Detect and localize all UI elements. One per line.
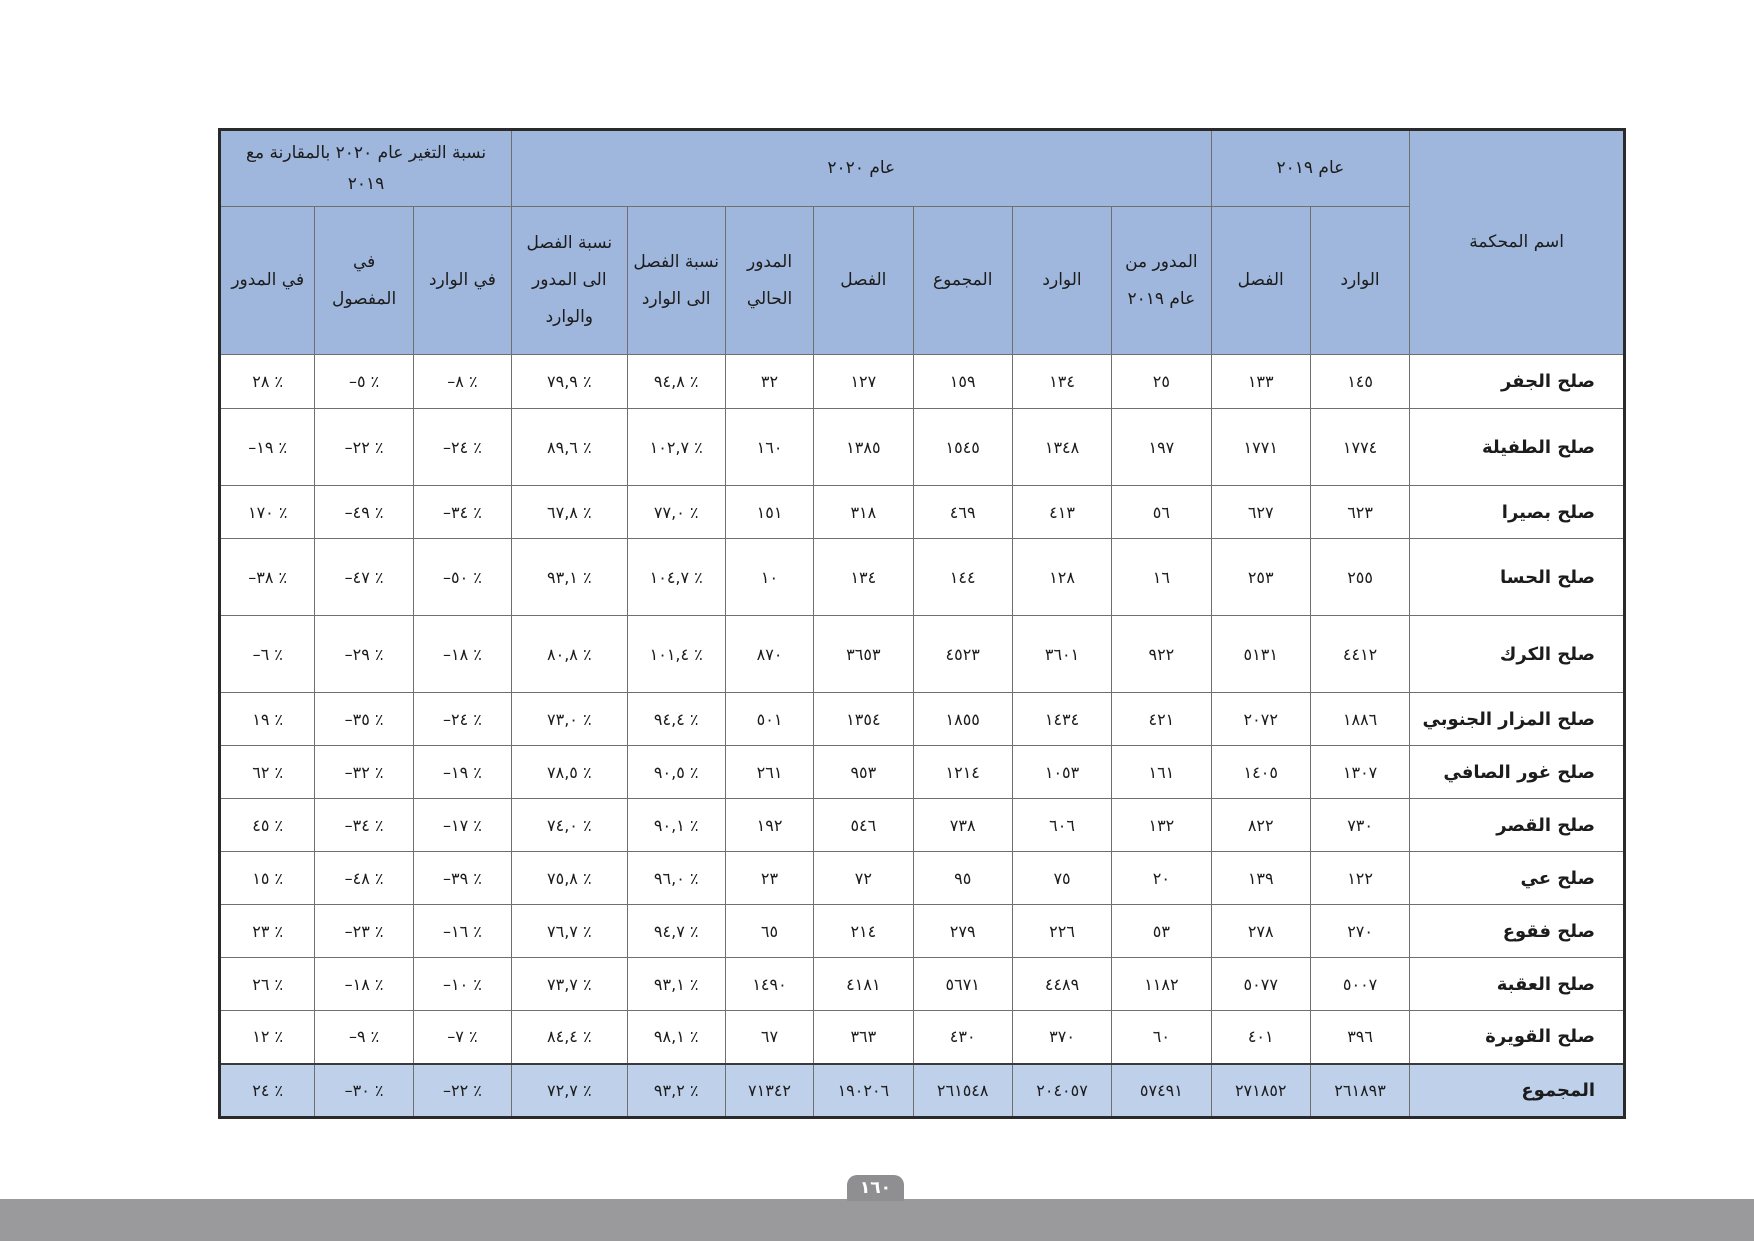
received-2020-cell: ١٢٨ (1012, 539, 1111, 616)
change-resolved-cell: ٪ ٢٩– (315, 616, 413, 693)
pending-prev-cell: ١١٨٢ (1112, 958, 1211, 1011)
change-resolved-cell: ٪ ٢٣– (315, 905, 413, 958)
ratio-total-cell: ٪ ٧٩,٩ (512, 355, 627, 409)
court-name-cell: صلح بصيرا (1410, 486, 1625, 539)
pending-current-cell: ١٦٠ (725, 409, 813, 486)
resolved-2019-cell: ٥٠٧٧ (1211, 958, 1310, 1011)
change-pending-cell: ٪ ٢٨ (220, 355, 315, 409)
pending-prev-cell: ٢٥ (1112, 355, 1211, 409)
change-pending-cell: ٪ ٢٣ (220, 905, 315, 958)
table-row (220, 409, 1625, 486)
resolved-2020-cell: ١٣٥٤ (814, 693, 913, 746)
received-2019-cell: ١٢٢ (1310, 852, 1409, 905)
change-pending-cell: ٪ ١٩– (220, 409, 315, 486)
change-received-cell: ٪ ١٩– (413, 746, 511, 799)
pending-current-cell: ٦٥ (725, 905, 813, 958)
col-ratio-received-header: نسبة الفصل الى الوارد (627, 207, 725, 355)
col-2020-pending-current-header: المدور الحالي (725, 207, 813, 355)
change-resolved-cell: ٪ ٣٥– (315, 693, 413, 746)
change-received-cell: ٪ ١٦– (413, 905, 511, 958)
ratio-received-cell: ٪ ٩٨,١ (627, 1011, 725, 1064)
ratio-total-cell: ٪ ٨٤,٤ (512, 1011, 627, 1064)
court-statistics-table (218, 128, 1626, 1119)
change-received-cell: ٪ ٢٤– (413, 693, 511, 746)
pending-current-cell: ١٩٢ (725, 799, 813, 852)
ratio-received-cell: ٪ ٩٠,٥ (627, 746, 725, 799)
ratio-received-cell: ٪ ٩٠,١ (627, 799, 725, 852)
ratio-received-cell: ٪ ٩٣,١ (627, 958, 725, 1011)
resolved-2020-cell: ١٣٤ (814, 539, 913, 616)
total-2020-cell: ٤٣٠ (913, 1011, 1012, 1064)
ratio-total-cell: ٪ ٧٣,٠ (512, 693, 627, 746)
pending-prev-cell: ١٩٧ (1112, 409, 1211, 486)
table-row (220, 905, 1625, 958)
change-resolved-cell: ٪ ٣٢– (315, 746, 413, 799)
col-ratio-total-header: نسبة الفصل الى المدور والوارد (512, 207, 627, 355)
received-2019-cell: ١٣٠٧ (1310, 746, 1409, 799)
ratio-received-cell: ٪ ٩٤,٧ (627, 905, 725, 958)
page-number: ١٦٠ (847, 1175, 904, 1201)
ratio-total-cell: ٪ ٧٦,٧ (512, 905, 627, 958)
pending-prev-cell: ١٦ (1112, 539, 1211, 616)
received-2020-cell: ٧٥ (1012, 852, 1111, 905)
total-2020-cell: ٧٣٨ (913, 799, 1012, 852)
ratio-received-cell: ٪ ٩٤,٨ (627, 355, 725, 409)
total-2020-cell: ١٤٤ (913, 539, 1012, 616)
pending-prev-cell: ٥٦ (1112, 486, 1211, 539)
col-2019-resolved-header: الفصل (1211, 207, 1310, 355)
court-name-header: اسم المحكمة (1410, 130, 1625, 355)
total-label-cell: المجموع (1410, 1064, 1625, 1118)
court-name-cell: صلح غور الصافي (1410, 746, 1625, 799)
ratio-total-cell: ٪ ٧٨,٥ (512, 746, 627, 799)
total-2020-cell: ١٢١٤ (913, 746, 1012, 799)
ratio-received-cell: ٪ ٩٦,٠ (627, 852, 725, 905)
court-name-cell: صلح القصر (1410, 799, 1625, 852)
pending-prev-cell: ٩٢٢ (1112, 616, 1211, 693)
change-resolved-cell: ٪ ٥– (315, 355, 413, 409)
total-2020-cell: ٥٦٧١ (913, 958, 1012, 1011)
change-resolved-cell: ٪ ٤٩– (315, 486, 413, 539)
court-name-cell: صلح المزار الجنوبي (1410, 693, 1625, 746)
received-2020-cell: ١٣٤ (1012, 355, 1111, 409)
table-body (220, 355, 1625, 1064)
ratio-total-cell: ٪ ٧٥,٨ (512, 852, 627, 905)
resolved-2020-cell: ٥٤٦ (814, 799, 913, 852)
received-2020-cell: ١٤٣٤ (1012, 693, 1111, 746)
court-name-cell: صلح الحسا (1410, 539, 1625, 616)
footer-bar (0, 1199, 1754, 1241)
resolved-2019-cell: ١٣٩ (1211, 852, 1310, 905)
total-pending-prev-cell: ٥٧٤٩١ (1112, 1064, 1211, 1118)
total-2020-cell: ١٨٥٥ (913, 693, 1012, 746)
year-2020-group-header: عام ٢٠٢٠ (512, 130, 1211, 207)
total-resolved-2020-cell: ١٩٠٢٠٦ (814, 1064, 913, 1118)
total-ratio-total-cell: ٪ ٧٢,٧ (512, 1064, 627, 1118)
pending-current-cell: ١٤٩٠ (725, 958, 813, 1011)
resolved-2020-cell: ١٢٧ (814, 355, 913, 409)
total-2020-cell: ٤٦٩ (913, 486, 1012, 539)
pending-prev-cell: ٤٢١ (1112, 693, 1211, 746)
table-row (220, 852, 1625, 905)
resolved-2020-cell: ٧٢ (814, 852, 913, 905)
change-pending-cell: ٪ ١٥ (220, 852, 315, 905)
change-received-cell: ٪ ٨– (413, 355, 511, 409)
received-2019-cell: ٣٩٦ (1310, 1011, 1409, 1064)
ratio-received-cell: ٪ ١٠٢,٧ (627, 409, 725, 486)
col-2019-received-header: الوارد (1310, 207, 1409, 355)
change-pending-cell: ٪ ٤٥ (220, 799, 315, 852)
received-2020-cell: ١٣٤٨ (1012, 409, 1111, 486)
change-received-cell: ٪ ١٧– (413, 799, 511, 852)
court-name-cell: صلح الكرك (1410, 616, 1625, 693)
change-received-cell: ٪ ٣٤– (413, 486, 511, 539)
received-2020-cell: ١٠٥٣ (1012, 746, 1111, 799)
table-footer (220, 1064, 1625, 1118)
col-change-received-header: في الوارد (413, 207, 511, 355)
change-pending-cell: ٪ ٦– (220, 616, 315, 693)
resolved-2020-cell: ٣١٨ (814, 486, 913, 539)
total-row (220, 1064, 1625, 1118)
resolved-2019-cell: ٦٢٧ (1211, 486, 1310, 539)
col-change-pending-header: في المدور (220, 207, 315, 355)
received-2019-cell: ٢٧٠ (1310, 905, 1409, 958)
table-row (220, 616, 1625, 693)
ratio-total-cell: ٪ ٧٤,٠ (512, 799, 627, 852)
total-2020-cell: ١٥٤٥ (913, 409, 1012, 486)
total-2020-cell: ٩٥ (913, 852, 1012, 905)
change-pending-cell: ٪ ١٢ (220, 1011, 315, 1064)
ratio-total-cell: ٪ ٨٠,٨ (512, 616, 627, 693)
resolved-2019-cell: ١٣٣ (1211, 355, 1310, 409)
change-pending-cell: ٪ ١٧٠ (220, 486, 315, 539)
resolved-2019-cell: ١٧٧١ (1211, 409, 1310, 486)
resolved-2019-cell: ٥١٣١ (1211, 616, 1310, 693)
total-resolved-2019-cell: ٢٧١٨٥٢ (1211, 1064, 1310, 1118)
resolved-2020-cell: ٣٦٣ (814, 1011, 913, 1064)
pending-current-cell: ٢٦١ (725, 746, 813, 799)
total-received-2019-cell: ٢٦١٨٩٣ (1310, 1064, 1409, 1118)
ratio-total-cell: ٪ ٩٣,١ (512, 539, 627, 616)
ratio-total-cell: ٪ ٧٣,٧ (512, 958, 627, 1011)
change-received-cell: ٪ ٣٩– (413, 852, 511, 905)
change-pending-cell: ٪ ٣٨– (220, 539, 315, 616)
pending-current-cell: ٣٢ (725, 355, 813, 409)
table-row (220, 799, 1625, 852)
total-received-2020-cell: ٢٠٤٠٥٧ (1012, 1064, 1111, 1118)
header-group-row (220, 130, 1625, 207)
change-received-cell: ٪ ١٨– (413, 616, 511, 693)
change-resolved-cell: ٪ ٤٧– (315, 539, 413, 616)
pending-prev-cell: ١٦١ (1112, 746, 1211, 799)
col-2020-resolved-header: الفصل (814, 207, 913, 355)
change-resolved-cell: ٪ ٩– (315, 1011, 413, 1064)
resolved-2020-cell: ٩٥٣ (814, 746, 913, 799)
year-2019-group-header: عام ٢٠١٩ (1211, 130, 1410, 207)
total-ratio-received-cell: ٪ ٩٣,٢ (627, 1064, 725, 1118)
resolved-2020-cell: ١٣٨٥ (814, 409, 913, 486)
table-row (220, 539, 1625, 616)
pending-current-cell: ٢٣ (725, 852, 813, 905)
table-row (220, 693, 1625, 746)
ratio-received-cell: ٪ ١٠١,٤ (627, 616, 725, 693)
pending-current-cell: ٨٧٠ (725, 616, 813, 693)
ratio-total-cell: ٪ ٦٧,٨ (512, 486, 627, 539)
change-resolved-cell: ٪ ٣٤– (315, 799, 413, 852)
table-row (220, 746, 1625, 799)
received-2020-cell: ٤١٣ (1012, 486, 1111, 539)
table-row (220, 958, 1625, 1011)
total-pending-current-cell: ٧١٣٤٢ (725, 1064, 813, 1118)
change-group-header: نسبة التغير عام ٢٠٢٠ بالمقارنة مع ٢٠١٩ (220, 130, 512, 207)
table-row (220, 1011, 1625, 1064)
court-name-cell: صلح العقبة (1410, 958, 1625, 1011)
col-2020-pending-prev-header: المدور من عام ٢٠١٩ (1112, 207, 1211, 355)
change-pending-cell: ٪ ١٩ (220, 693, 315, 746)
received-2020-cell: ٤٤٨٩ (1012, 958, 1111, 1011)
ratio-received-cell: ٪ ٧٧,٠ (627, 486, 725, 539)
received-2019-cell: ٢٥٥ (1310, 539, 1409, 616)
change-resolved-cell: ٪ ١٨– (315, 958, 413, 1011)
resolved-2019-cell: ١٤٠٥ (1211, 746, 1310, 799)
received-2019-cell: ٦٢٣ (1310, 486, 1409, 539)
resolved-2019-cell: ٤٠١ (1211, 1011, 1310, 1064)
col-2020-received-header: الوارد (1012, 207, 1111, 355)
pending-prev-cell: ٢٠ (1112, 852, 1211, 905)
change-received-cell: ٪ ١٠– (413, 958, 511, 1011)
received-2020-cell: ٣٦٠١ (1012, 616, 1111, 693)
received-2019-cell: ٤٤١٢ (1310, 616, 1409, 693)
received-2019-cell: ١٧٧٤ (1310, 409, 1409, 486)
resolved-2019-cell: ٢٧٨ (1211, 905, 1310, 958)
ratio-total-cell: ٪ ٨٩,٦ (512, 409, 627, 486)
change-received-cell: ٪ ٢٤– (413, 409, 511, 486)
total-2020-cell: ١٥٩ (913, 355, 1012, 409)
change-received-cell: ٪ ٥٠– (413, 539, 511, 616)
resolved-2020-cell: ٤١٨١ (814, 958, 913, 1011)
court-name-cell: صلح الطفيلة (1410, 409, 1625, 486)
court-name-cell: صلح القويرة (1410, 1011, 1625, 1064)
received-2019-cell: ١٤٥ (1310, 355, 1409, 409)
table-row (220, 486, 1625, 539)
total-change-resolved-cell: ٪ ٣٠– (315, 1064, 413, 1118)
total-change-pending-cell: ٪ ٢٤ (220, 1064, 315, 1118)
ratio-received-cell: ٪ ٩٤,٤ (627, 693, 725, 746)
court-name-cell: صلح عي (1410, 852, 1625, 905)
pending-current-cell: ٥٠١ (725, 693, 813, 746)
total-change-received-cell: ٪ ٢٢– (413, 1064, 511, 1118)
pending-current-cell: ١٥١ (725, 486, 813, 539)
received-2020-cell: ٦٠٦ (1012, 799, 1111, 852)
change-resolved-cell: ٪ ٤٨– (315, 852, 413, 905)
court-name-cell: صلح فقوع (1410, 905, 1625, 958)
resolved-2019-cell: ٢٥٣ (1211, 539, 1310, 616)
change-received-cell: ٪ ٧– (413, 1011, 511, 1064)
change-resolved-cell: ٪ ٢٢– (315, 409, 413, 486)
pending-prev-cell: ٦٠ (1112, 1011, 1211, 1064)
resolved-2019-cell: ٢٠٧٢ (1211, 693, 1310, 746)
total-2020-cell: ٢٧٩ (913, 905, 1012, 958)
col-2020-total-header: المجموع (913, 207, 1012, 355)
change-pending-cell: ٪ ٢٦ (220, 958, 315, 1011)
court-name-cell: صلح الجفر (1410, 355, 1625, 409)
received-2019-cell: ١٨٨٦ (1310, 693, 1409, 746)
pending-prev-cell: ١٣٢ (1112, 799, 1211, 852)
change-pending-cell: ٪ ٦٢ (220, 746, 315, 799)
resolved-2019-cell: ٨٢٢ (1211, 799, 1310, 852)
received-2020-cell: ٢٢٦ (1012, 905, 1111, 958)
pending-current-cell: ١٠ (725, 539, 813, 616)
received-2020-cell: ٣٧٠ (1012, 1011, 1111, 1064)
ratio-received-cell: ٪ ١٠٤,٧ (627, 539, 725, 616)
pending-current-cell: ٦٧ (725, 1011, 813, 1064)
received-2019-cell: ٥٠٠٧ (1310, 958, 1409, 1011)
resolved-2020-cell: ٣٦٥٣ (814, 616, 913, 693)
pending-prev-cell: ٥٣ (1112, 905, 1211, 958)
received-2019-cell: ٧٣٠ (1310, 799, 1409, 852)
resolved-2020-cell: ٢١٤ (814, 905, 913, 958)
table-row (220, 355, 1625, 409)
total-2020-cell: ٤٥٢٣ (913, 616, 1012, 693)
table-header (220, 130, 1625, 355)
col-change-resolved-header: في المفصول (315, 207, 413, 355)
total-total-2020-cell: ٢٦١٥٤٨ (913, 1064, 1012, 1118)
